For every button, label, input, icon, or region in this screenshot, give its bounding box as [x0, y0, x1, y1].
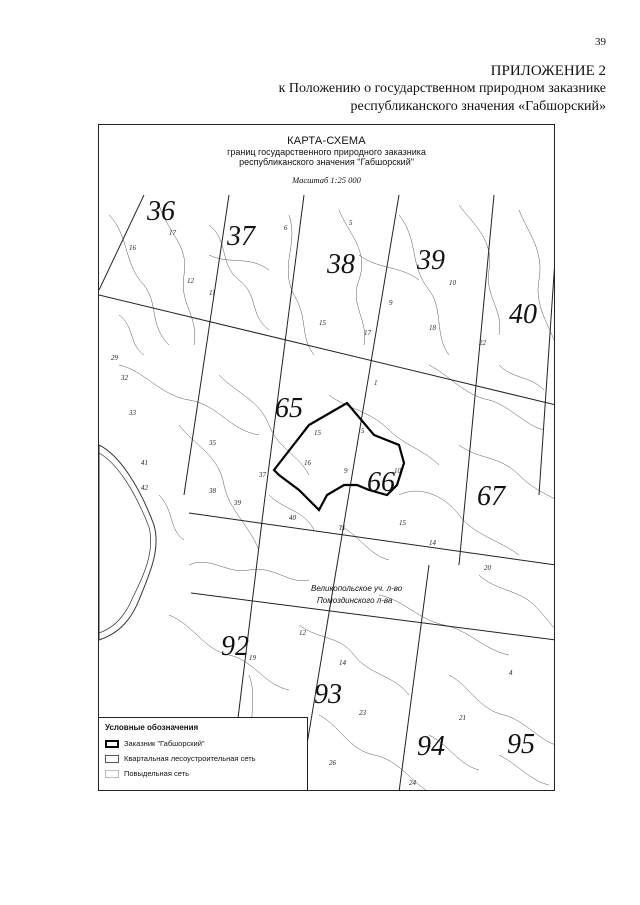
- quarter-92: 92: [221, 631, 249, 662]
- legend-label: Заказник "Габшорский": [124, 739, 205, 748]
- compartment-label: 20: [484, 564, 491, 572]
- compartment-label: 12: [187, 277, 194, 285]
- compartment-label: 10: [394, 467, 401, 475]
- compartment-label: 9: [344, 467, 348, 475]
- forestry-label-line-1: Великопольское уч. л-во: [311, 584, 403, 593]
- legend-label: Повыдельная сеть: [124, 769, 189, 778]
- compartment-label: 11: [209, 289, 216, 297]
- appendix-header: [146, 62, 606, 116]
- compartment-label: 40: [289, 514, 296, 522]
- quarter-65: 65: [275, 393, 303, 424]
- legend-item-compartment: [99, 766, 307, 781]
- quarter-94: 94: [417, 731, 445, 762]
- quarter-36: 36: [147, 196, 175, 227]
- compartment-label: 24: [409, 779, 416, 787]
- appendix-line-1: к Положению о государственном природном заказнике: [278, 81, 606, 96]
- compartment-label: 1: [374, 379, 378, 387]
- compartment-label: 16: [129, 244, 136, 252]
- compartment-label: 23: [359, 709, 366, 717]
- compartment-label: 22: [479, 339, 486, 347]
- map-frame: [98, 124, 555, 791]
- quarter-38: 38: [327, 249, 355, 280]
- map-title: КАРТА-СХЕМА: [287, 135, 366, 147]
- quarter-67: 67: [477, 481, 505, 512]
- compartment-label: 38: [209, 487, 216, 495]
- page-number: 39: [595, 36, 606, 48]
- appendix-line-2: республиканского значения «Габшорский»: [350, 99, 606, 114]
- compartment-label: 15: [399, 519, 406, 527]
- compartment-label: 39: [234, 499, 241, 507]
- compartment-label: 26: [329, 759, 336, 767]
- compartment-label: 10: [449, 279, 456, 287]
- compartment-label: 17: [169, 229, 176, 237]
- quarter-40: 40: [509, 299, 537, 330]
- map-scale: Масштаб 1:25 000: [292, 175, 361, 185]
- reserve-swatch: [105, 740, 119, 748]
- compartment-label: 12: [299, 629, 306, 637]
- compartment-label: 15: [314, 429, 321, 437]
- compartment-label: 32: [121, 374, 128, 382]
- compartment-label: 14: [429, 539, 436, 547]
- compartment-label: 18: [429, 324, 436, 332]
- forestry-label-line-2: Помоздинского л-ва: [317, 596, 393, 605]
- quarter-39: 39: [417, 245, 445, 276]
- compartment-label: 9: [389, 299, 393, 307]
- map-subtitle-line-2: республиканского значения "Габшорский": [239, 157, 414, 167]
- compartment-label: 16: [304, 459, 311, 467]
- compartment-label: 15: [319, 319, 326, 327]
- compartment-label: 35: [209, 439, 216, 447]
- compartment-label: 4: [509, 669, 513, 677]
- compartment-label: 21: [459, 714, 466, 722]
- compartment-swatch: [105, 770, 119, 778]
- quarter-93: 93: [314, 679, 342, 710]
- quarter-swatch: [105, 755, 119, 763]
- compartment-label: 33: [129, 409, 136, 417]
- legend-item-quarter: [99, 751, 307, 766]
- compartment-label: 41: [141, 459, 148, 467]
- quarter-95: 95: [507, 729, 535, 760]
- compartment-label: 5: [361, 427, 365, 435]
- quarter-66: 66: [367, 467, 395, 498]
- legend-item-reserve: [99, 736, 307, 751]
- compartment-label: 6: [284, 224, 288, 232]
- quarter-37: 37: [227, 221, 255, 252]
- river-left: [99, 445, 156, 640]
- map-legend: [99, 717, 308, 790]
- map-subtitle-line-1: границ государственного природного заказника: [227, 147, 426, 157]
- compartment-label: 17: [364, 329, 371, 337]
- compartment-label: 19: [249, 654, 256, 662]
- compartment-label: 11: [339, 524, 346, 532]
- compartment-label: 29: [111, 354, 118, 362]
- compartment-label: 14: [339, 659, 346, 667]
- map-canvas: [99, 195, 555, 791]
- map-header: [99, 125, 554, 195]
- compartment-label: 5: [349, 219, 353, 227]
- appendix-title: ПРИЛОЖЕНИЕ 2: [490, 63, 606, 79]
- compartment-label: 42: [141, 484, 148, 492]
- compartment-label: 37: [259, 471, 266, 479]
- legend-title: Условные обозначения: [105, 723, 199, 732]
- legend-label: Квартальная лесоустроительная сеть: [124, 754, 256, 763]
